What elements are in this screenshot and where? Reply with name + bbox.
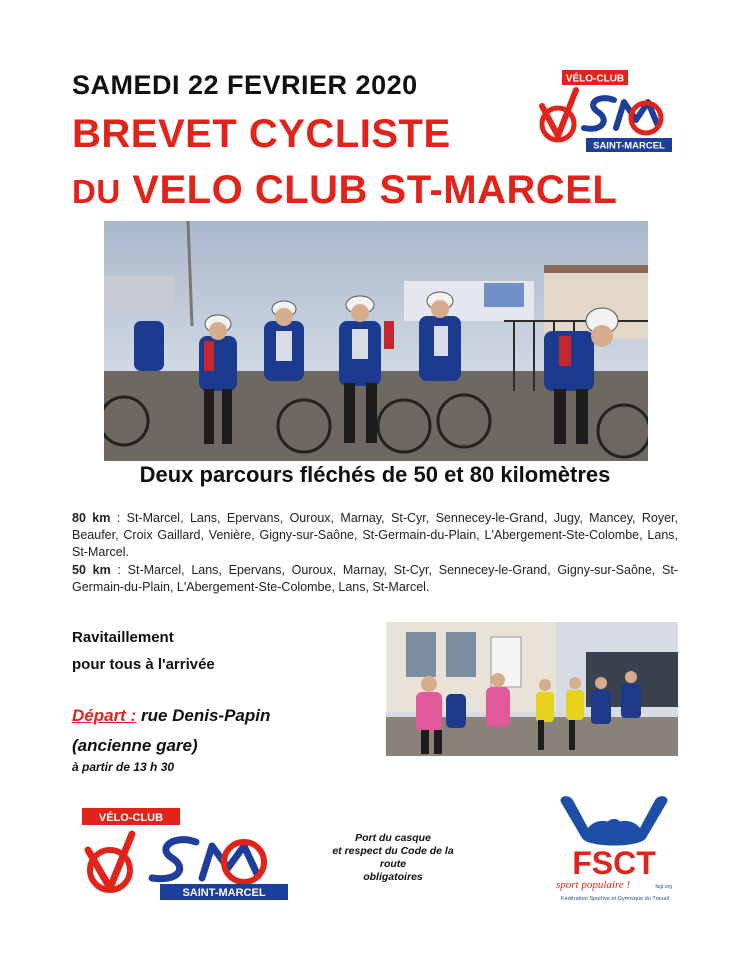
fsct-url: fsgt.org — [655, 884, 672, 890]
depart-time: à partir de 13 h 30 — [72, 760, 175, 774]
event-title: BREVET CYCLISTE — [72, 112, 451, 156]
velo-club-logo-top — [536, 68, 674, 156]
fsct-logo — [548, 790, 682, 910]
velo-club-logo-bottom — [80, 806, 290, 902]
logo-bottom-text: SAINT-MARCEL — [593, 140, 665, 152]
routes-subtitle: Deux parcours fléchés de 50 et 80 kilomètres — [139, 462, 611, 487]
ravitaillement-line2: pour tous à l'arrivée — [72, 656, 215, 673]
ravitaillement-block — [72, 624, 215, 678]
title-club-name: VELO CLUB ST-MARCEL — [132, 168, 618, 212]
ravitaillement-line1: Ravitaillement — [72, 629, 174, 646]
helmet-line1: Port du casque — [355, 832, 431, 844]
route-50-label: 50 km — [72, 563, 111, 577]
route-80km — [72, 510, 678, 561]
logo2-top-text: VÉLO-CLUB — [98, 812, 164, 824]
depart-block — [72, 701, 270, 761]
depart-note: (ancienne gare) — [72, 736, 198, 755]
logo2-bottom-text: SAINT-MARCEL — [182, 887, 266, 899]
route-50km — [72, 562, 678, 596]
depart-line — [72, 701, 270, 731]
fsct-acronym: FSCT — [572, 845, 656, 881]
title-prefix: DU — [72, 173, 121, 210]
event-title-club — [72, 168, 617, 213]
logo-top-text: VÉLO-CLUB — [565, 73, 625, 85]
fsct-fullname: Fédération Sportive et Gymnique du Travail — [561, 896, 669, 902]
event-date: SAMEDI 22 FEVRIER 2020 — [72, 70, 418, 100]
start-area-photo — [386, 622, 678, 756]
helmet-notice — [318, 832, 468, 884]
main-group-photo — [104, 221, 648, 461]
helmet-line3: obligatoires — [363, 871, 423, 883]
route-50-sep: : — [110, 563, 128, 577]
route-50-text: St-Marcel, Lans, Epervans, Ouroux, Marnay, St-Cyr, Sennecey-le-Grand, Gigny-sur-Saône, St-Germain-du-Plain, L'Abergement-Ste-Colombe, Lans, St-Marcel. — [72, 563, 678, 594]
route-80-text: St-Marcel, Lans, Epervans, Ouroux, Marnay, St-Cyr, Sennecey-le-Grand, Jugy, Mancey, Royer, Beaufer, Croix Gaillard, Venière, Gigny-sur-Saône, St-Germain-du-Plain, L'Abergement-Ste-Colombe, Lans, St-Marcel. — [72, 511, 678, 559]
fsct-slogan: sport populaire ! — [556, 879, 631, 891]
route-80-label: 80 km — [72, 511, 111, 525]
depart-label: Départ : — [72, 706, 137, 725]
depart-street: rue Denis-Papin — [136, 706, 271, 725]
helmet-line2: et respect du Code de la route — [332, 845, 454, 870]
route-80-sep: : — [110, 511, 127, 525]
